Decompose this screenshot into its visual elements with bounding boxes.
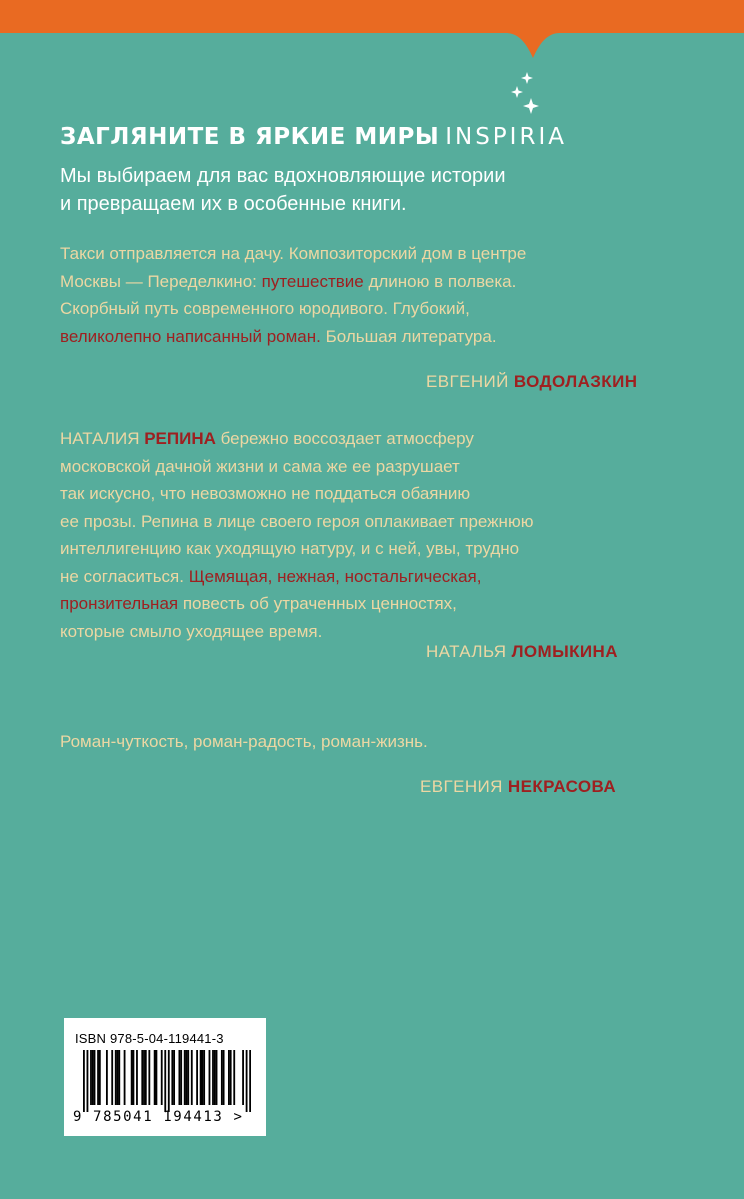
quote-line: Роман-чуткость, роман-радость, роман-жизнь. xyxy=(60,732,428,751)
barcode-bar xyxy=(200,1050,202,1105)
barcode-bar xyxy=(156,1050,158,1105)
quote-highlight: Щемящая, нежная, ностальгическая, xyxy=(188,566,482,586)
barcode-digits: 9 785041 194413 > xyxy=(73,1109,244,1125)
barcode-bar xyxy=(111,1050,113,1105)
barcode-bar xyxy=(154,1050,156,1105)
barcode-bar xyxy=(230,1050,232,1105)
barcode-bar xyxy=(143,1050,145,1105)
barcode-bar xyxy=(209,1050,211,1105)
quote-text: длиною в полвека. xyxy=(363,271,517,291)
author-surname: ЛОМЫКИНА xyxy=(511,642,618,661)
barcode-bar xyxy=(148,1050,150,1105)
brand-name: INSPIRIA xyxy=(445,124,567,150)
barcode-bar xyxy=(223,1050,225,1105)
barcode-bar xyxy=(196,1050,198,1105)
quote-lomykina xyxy=(60,425,533,645)
barcode-bar xyxy=(124,1050,126,1105)
barcode-bar xyxy=(187,1050,189,1105)
barcode-bar xyxy=(115,1050,117,1105)
barcode-label xyxy=(64,1018,266,1136)
barcode-bar xyxy=(184,1050,186,1105)
barcode-bar xyxy=(97,1050,99,1105)
author-nekrasova xyxy=(420,777,616,797)
intro-text xyxy=(60,162,506,218)
intro-line: и превращаем их в особенные книги. xyxy=(60,193,407,215)
barcode-bar xyxy=(233,1050,235,1105)
barcode-bar xyxy=(216,1050,218,1105)
author-first-name: ЕВГЕНИЙ xyxy=(426,372,514,391)
quote-text: Москвы — Переделкино: xyxy=(60,271,262,291)
author-first-name: ЕВГЕНИЯ xyxy=(420,777,508,796)
quote-nekrasova xyxy=(60,728,428,756)
quote-highlight: пронзительная xyxy=(60,594,179,613)
sparkles-icon xyxy=(505,72,541,118)
barcode-bar xyxy=(94,1050,96,1105)
barcode-bar xyxy=(133,1050,135,1105)
barcode-bar xyxy=(228,1050,230,1105)
barcode-bar xyxy=(131,1050,133,1105)
header-title xyxy=(60,124,567,150)
barcode-bar xyxy=(203,1050,205,1105)
quote-text: бережно воссоздает атмосферу xyxy=(215,429,474,448)
quote-highlight: великолепно написанный роман. xyxy=(60,326,321,346)
author-surname: НЕКРАСОВА xyxy=(507,777,616,796)
barcode-bars xyxy=(83,1050,251,1112)
quote-highlight: РЕПИНА xyxy=(144,429,216,448)
barcode-bar xyxy=(180,1050,182,1105)
quote-text: не согласиться. xyxy=(60,566,189,586)
barcode-bar xyxy=(106,1050,108,1105)
barcode-bar xyxy=(214,1050,216,1105)
quote-line: московской дачной жизни и сама же ее разрушает xyxy=(60,456,460,476)
quote-text: повесть об утраченных ценностях, xyxy=(178,594,457,613)
barcode-bar xyxy=(136,1050,138,1105)
barcode-bar xyxy=(87,1050,89,1112)
quote-line: которые смыло уходящее время. xyxy=(60,621,323,641)
quote-highlight: путешествие xyxy=(261,271,364,291)
quote-text: НАТАЛИЯ xyxy=(60,429,145,448)
barcode-bar xyxy=(141,1050,143,1105)
barcode-bar xyxy=(117,1050,119,1105)
author-surname: ВОДОЛАЗКИН xyxy=(513,372,638,391)
barcode-bar xyxy=(83,1050,85,1112)
barcode-bar xyxy=(212,1050,214,1105)
barcode-bar xyxy=(90,1050,92,1105)
barcode-bar xyxy=(161,1050,163,1105)
author-vodolazkin xyxy=(426,372,637,392)
barcode-bar xyxy=(99,1050,101,1105)
intro-line: Мы выбираем для вас вдохновляющие истории xyxy=(60,165,506,187)
quote-line: интеллигенцию как уходящую натуру, и с ней, увы, трудно xyxy=(60,539,520,558)
author-lomykina xyxy=(426,642,618,662)
series-title: ЗАГЛЯНИТЕ В ЯРКИЕ МИРЫ xyxy=(60,124,440,150)
quote-line: Скорбный путь современного юродивого. Глубокий, xyxy=(60,299,470,318)
quote-line: ее прозы. Репина в лице своего героя оплакивает прежнюю xyxy=(60,511,534,531)
orange-top-band xyxy=(0,0,744,90)
barcode-bar xyxy=(145,1050,147,1105)
quote-text: Большая литература. xyxy=(320,326,497,346)
barcode-bar xyxy=(118,1050,120,1105)
barcode-bar xyxy=(246,1050,248,1112)
barcode-bar xyxy=(173,1050,175,1105)
barcode-bar xyxy=(186,1050,188,1105)
barcode-bar xyxy=(221,1050,223,1105)
author-first-name: НАТАЛЬЯ xyxy=(426,642,512,661)
barcode-bar xyxy=(171,1050,173,1105)
barcode-bar xyxy=(164,1050,166,1112)
barcode-bar xyxy=(249,1050,251,1112)
barcode-bar xyxy=(168,1050,170,1112)
isbn-number: ISBN 978-5-04-119441-3 xyxy=(75,1031,224,1046)
quote-line: Такси отправляется на дачу. Композиторский дом в центре xyxy=(60,244,527,263)
barcode-bar xyxy=(92,1050,94,1105)
barcode-bar xyxy=(191,1050,193,1105)
barcode-bar xyxy=(242,1050,244,1105)
quote-line: так искусно, что невозможно не поддаться обаянию xyxy=(60,484,471,503)
quote-vodolazkin xyxy=(60,240,526,350)
barcode-bar xyxy=(201,1050,203,1105)
barcode-bar xyxy=(178,1050,180,1105)
